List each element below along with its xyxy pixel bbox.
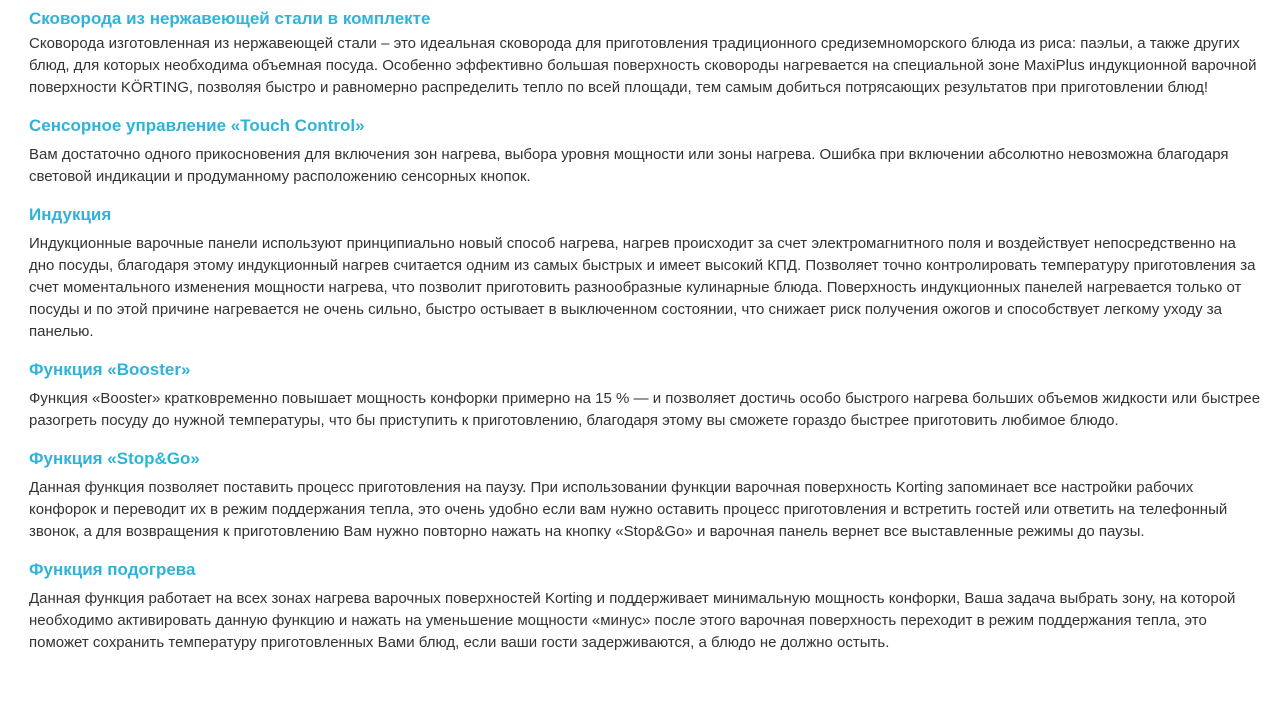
section-stop-go — [29, 447, 1261, 543]
section-heading: Функция «Stop&Go» — [29, 449, 200, 468]
section-heading: Сенсорное управление «Touch Control» — [29, 116, 365, 135]
section-stainless-pan — [29, 7, 1261, 99]
section-heading: Функция «Booster» — [29, 360, 191, 379]
section-touch-control — [29, 114, 1261, 188]
section-text: Данная функция позволяет поставить процесс приготовления на паузу. При использовании функции варочная поверхность Korting запоминает все настройки рабочих конфорок и переводит их в режим поддержания тепла, это очень удобно если вам нужно оставить процесс приготовления и встретить гостей или ответить на телефонный звонок, а для возвращения к приготовлению Вам нужно повторно нажать на кнопку «Stop&Go» и варочная панель вернет все выставленные режимы до паузы. — [29, 479, 1228, 540]
section-heading: Сковорода из нержавеющей стали в комплекте — [29, 9, 431, 28]
section-text: Сковорода изготовленная из нержавеющей стали – это идеальная сковорода для приготовления традиционного средиземноморского блюда из риса: паэльи, а также других блюд, для которых необходима объемная посуда. Особенно эффективно большая поверхность сковороды нагревается на специальной зоне MaxiPlus индукционной варочной поверхности KÖRTING, позволяя быстро и равномерно распределить тепло по всей площади, тем самым добиться потрясающих результатов при приготовлении блюд! — [29, 35, 1257, 96]
section-heading: Индукция — [29, 205, 112, 224]
section-text: Вам достаточно одного прикосновения для включения зон нагрева, выбора уровня мощности или зоны нагрева. Ошибка при включении абсолютно невозможна благодаря световой индикации и продуманному расположению сенсорных кнопок. — [29, 146, 1229, 185]
section-text: Индукционные варочные панели используют принципиально новый способ нагрева, нагрев происходит за счет электромагнитного поля и воздействует непосредственно на дно посуды, благодаря этому индукционный нагрев считается одним из самых быстрых и имеет высокий КПД. Позволяет точно контролировать температуру приготовления за счет моментального изменения мощности нагрева, что позволит приготовить разнообразные кулинарные блюда. Поверхность индукционных панелей нагревается только от посуды и по этой причине нагревается не очень сильно, быстро остывает в выключенном состоянии, что снижает риск получения ожогов и способствует легкому уходу за панелью. — [29, 235, 1256, 340]
section-text: Данная функция работает на всех зонах нагрева варочных поверхностей Korting и поддерживает минимальную мощность конфорки, Ваша задача выбрать зону, на которой необходимо активировать данную функцию и нажать на уменьшение мощности «минус» после этого варочная поверхность переходит в режим поддержания тепла, это поможет сохранить температуру приготовленных Вами блюд, если ваши гости задерживаются, а блюдо не должно остыть. — [29, 590, 1236, 651]
section-text: Функция «Booster» кратковременно повышает мощность конфорки примерно на 15 % — и позволяет достичь особо быстрого нагрева больших объемов жидкости или быстрее разогреть посуду до нужной температуры, что бы приступить к приготовлению, благодаря этому вы сможете гораздо быстрее приготовить любимое блюдо. — [29, 390, 1261, 429]
section-keep-warm — [29, 558, 1261, 654]
section-booster — [29, 358, 1261, 432]
section-induction — [29, 203, 1261, 343]
section-heading: Функция подогрева — [29, 560, 196, 579]
